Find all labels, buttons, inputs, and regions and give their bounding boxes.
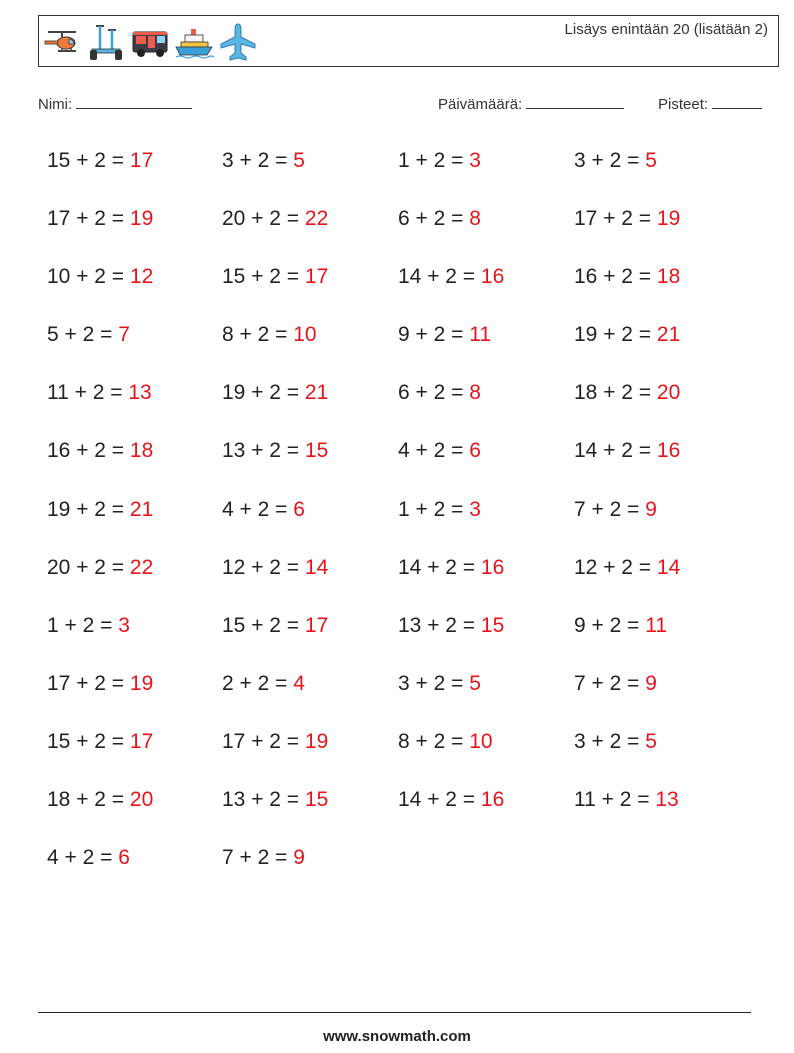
date-field[interactable] — [438, 94, 624, 113]
problem-question: 1 + 2 = — [398, 149, 470, 172]
problem-answer: 14 — [304, 555, 329, 579]
problem-question: 7 + 2 = — [574, 671, 646, 695]
problem-answer: 16 — [480, 265, 505, 289]
math-problem — [222, 370, 398, 428]
math-problem — [574, 661, 750, 719]
problem-question: 14 + 2 = — [398, 265, 481, 289]
problem-answer: 14 — [656, 555, 681, 579]
math-problem — [574, 603, 750, 661]
math-problem — [398, 254, 574, 312]
math-problem — [574, 196, 750, 254]
problem-answer: 3 — [118, 613, 130, 637]
problem-question: 18 + 2 = — [47, 788, 130, 812]
math-problem — [47, 254, 222, 312]
math-problem — [398, 777, 574, 835]
score-label: Pisteet: — [658, 96, 709, 113]
problem-answer: 8 — [469, 381, 481, 405]
math-problem — [398, 719, 574, 777]
math-problem — [47, 138, 222, 196]
problem-question: 1 + 2 = — [398, 497, 470, 521]
student-info-row — [38, 94, 772, 118]
problem-question: 9 + 2 = — [574, 613, 646, 637]
math-problem — [574, 487, 750, 545]
score-field[interactable] — [658, 94, 762, 113]
problem-answer: 22 — [304, 207, 329, 231]
math-problem — [222, 603, 398, 661]
math-problem — [222, 428, 398, 486]
problem-answer: 7 — [118, 323, 130, 347]
problem-question: 17 + 2 = — [47, 207, 130, 231]
problem-question: 5 + 2 = — [47, 323, 119, 347]
problem-question: 15 + 2 = — [222, 613, 305, 637]
problem-question: 6 + 2 = — [398, 381, 470, 405]
problem-question: 3 + 2 = — [574, 729, 646, 753]
name-label: Nimi: — [38, 96, 73, 113]
problem-question: 8 + 2 = — [398, 729, 470, 753]
problem-answer: 9 — [293, 846, 305, 870]
problem-answer: 21 — [656, 323, 681, 347]
problem-answer: 17 — [304, 265, 329, 289]
problem-question: 9 + 2 = — [398, 323, 470, 347]
problem-answer: 19 — [129, 671, 154, 695]
problem-question: 2 + 2 = — [222, 671, 294, 695]
math-problem — [222, 487, 398, 545]
math-problem — [398, 196, 574, 254]
math-problem — [574, 428, 750, 486]
header-icons — [42, 22, 258, 62]
math-problem — [222, 312, 398, 370]
math-problem — [222, 196, 398, 254]
problem-answer: 6 — [118, 846, 130, 870]
problem-question: 3 + 2 = — [222, 149, 294, 172]
problem-answer: 19 — [129, 207, 154, 231]
problem-answer: 16 — [480, 555, 505, 579]
problem-question: 16 + 2 = — [574, 265, 657, 289]
math-problem — [47, 719, 222, 777]
date-blank[interactable] — [526, 94, 624, 109]
problem-question: 11 + 2 = — [47, 381, 129, 405]
problem-question: 16 + 2 = — [47, 439, 130, 463]
problem-answer: 9 — [645, 497, 657, 521]
math-problem — [47, 428, 222, 486]
math-problem — [222, 254, 398, 312]
problem-question: 3 + 2 = — [574, 149, 646, 172]
math-problem — [398, 545, 574, 603]
camper-van-icon — [130, 22, 170, 62]
problem-answer: 21 — [304, 381, 329, 405]
math-problem — [47, 835, 222, 893]
problem-question: 4 + 2 = — [222, 497, 294, 521]
math-problem — [222, 719, 398, 777]
problem-question: 8 + 2 = — [222, 323, 294, 347]
problem-question: 14 + 2 = — [398, 788, 481, 812]
problem-answer: 4 — [293, 671, 305, 695]
problem-question: 18 + 2 = — [574, 381, 657, 405]
math-problem — [574, 312, 750, 370]
problem-answer: 17 — [129, 729, 154, 753]
math-problem — [398, 603, 574, 661]
problem-answer: 15 — [304, 788, 329, 812]
footer-url[interactable]: www.snowmath.com — [323, 1028, 471, 1045]
problem-answer: 11 — [469, 323, 492, 347]
math-problem — [222, 545, 398, 603]
problem-answer: 3 — [469, 149, 481, 172]
math-problem — [574, 719, 750, 777]
problem-question: 6 + 2 = — [398, 207, 470, 231]
problem-question: 20 + 2 = — [222, 207, 305, 231]
problem-question: 17 + 2 = — [222, 729, 305, 753]
math-problem — [222, 835, 398, 893]
problem-answer: 13 — [655, 788, 679, 812]
name-blank[interactable] — [76, 94, 192, 109]
scooter-icon — [86, 22, 126, 62]
problem-question: 3 + 2 = — [398, 671, 470, 695]
math-problem — [222, 138, 398, 196]
math-problem — [574, 370, 750, 428]
math-problem — [574, 254, 750, 312]
problem-answer: 9 — [645, 671, 657, 695]
math-problem — [47, 545, 222, 603]
problem-question: 1 + 2 = — [47, 613, 119, 637]
problem-answer: 18 — [129, 439, 154, 463]
problem-question: 14 + 2 = — [398, 555, 481, 579]
problem-answer: 6 — [469, 439, 481, 463]
problem-answer: 15 — [304, 439, 329, 463]
problem-question: 15 + 2 = — [47, 729, 130, 753]
problem-question: 13 + 2 = — [222, 788, 305, 812]
problem-answer: 13 — [128, 381, 152, 405]
problem-question: 10 + 2 = — [47, 265, 130, 289]
math-problem — [398, 312, 574, 370]
math-problem — [398, 428, 574, 486]
problem-question: 7 + 2 = — [574, 497, 646, 521]
problem-question: 17 + 2 = — [47, 671, 130, 695]
problem-answer: 18 — [656, 265, 681, 289]
date-label: Päivämäärä: — [438, 96, 523, 113]
problem-answer: 5 — [469, 671, 481, 695]
problem-question: 19 + 2 = — [47, 497, 130, 521]
problem-answer: 6 — [293, 497, 305, 521]
problem-answer: 15 — [480, 613, 505, 637]
name-field[interactable] — [38, 94, 192, 113]
math-problem — [574, 545, 750, 603]
problem-question: 19 + 2 = — [574, 323, 657, 347]
math-problem — [47, 487, 222, 545]
worksheet-header — [38, 15, 779, 67]
math-problem — [47, 312, 222, 370]
problem-question: 12 + 2 = — [222, 555, 305, 579]
ferry-boat-icon — [174, 22, 214, 62]
problem-grid — [47, 138, 767, 893]
problem-answer: 5 — [293, 149, 305, 172]
problem-answer: 10 — [293, 323, 317, 347]
math-problem — [574, 138, 750, 196]
problem-question: 17 + 2 = — [574, 207, 657, 231]
problem-answer: 5 — [645, 729, 657, 753]
math-problem — [47, 603, 222, 661]
math-problem — [47, 661, 222, 719]
problem-answer: 20 — [656, 381, 681, 405]
problem-answer: 5 — [645, 149, 657, 172]
math-problem — [222, 777, 398, 835]
problem-question: 13 + 2 = — [222, 439, 305, 463]
problem-answer: 22 — [129, 555, 154, 579]
problem-answer: 8 — [469, 207, 481, 231]
math-problem — [398, 370, 574, 428]
problem-question: 19 + 2 = — [222, 381, 305, 405]
math-problem — [398, 487, 574, 545]
problem-answer: 16 — [656, 439, 681, 463]
problem-question: 11 + 2 = — [574, 788, 656, 812]
problem-answer: 11 — [645, 613, 668, 637]
problem-question: 7 + 2 = — [222, 846, 294, 870]
math-problem — [222, 661, 398, 719]
problem-question: 14 + 2 = — [574, 439, 657, 463]
math-problem — [574, 777, 750, 835]
problem-answer: 19 — [656, 207, 681, 231]
math-problem — [398, 661, 574, 719]
problem-question: 12 + 2 = — [574, 555, 657, 579]
problem-answer: 17 — [304, 613, 329, 637]
helicopter-icon — [42, 22, 82, 62]
score-blank[interactable] — [712, 94, 762, 109]
problem-answer: 3 — [469, 497, 481, 521]
math-problem — [47, 777, 222, 835]
problem-question: 20 + 2 = — [47, 555, 130, 579]
problem-answer: 12 — [129, 265, 154, 289]
problem-question: 4 + 2 = — [47, 846, 119, 870]
problem-question: 4 + 2 = — [398, 439, 470, 463]
problem-answer: 21 — [129, 497, 154, 521]
math-problem — [47, 196, 222, 254]
problem-question: 15 + 2 = — [222, 265, 305, 289]
problem-answer: 19 — [304, 729, 329, 753]
math-problem — [47, 370, 222, 428]
problem-question: 13 + 2 = — [398, 613, 481, 637]
problem-answer: 20 — [129, 788, 154, 812]
math-problem — [398, 138, 574, 196]
problem-answer: 17 — [129, 149, 154, 172]
airplane-icon — [218, 22, 258, 62]
problem-answer: 10 — [469, 729, 493, 753]
footer-divider — [38, 1012, 751, 1013]
problem-answer: 16 — [480, 788, 505, 812]
worksheet-title: Lisäys enintään 20 (lisätään 2) — [564, 21, 768, 38]
problem-question: 15 + 2 = — [47, 149, 130, 172]
